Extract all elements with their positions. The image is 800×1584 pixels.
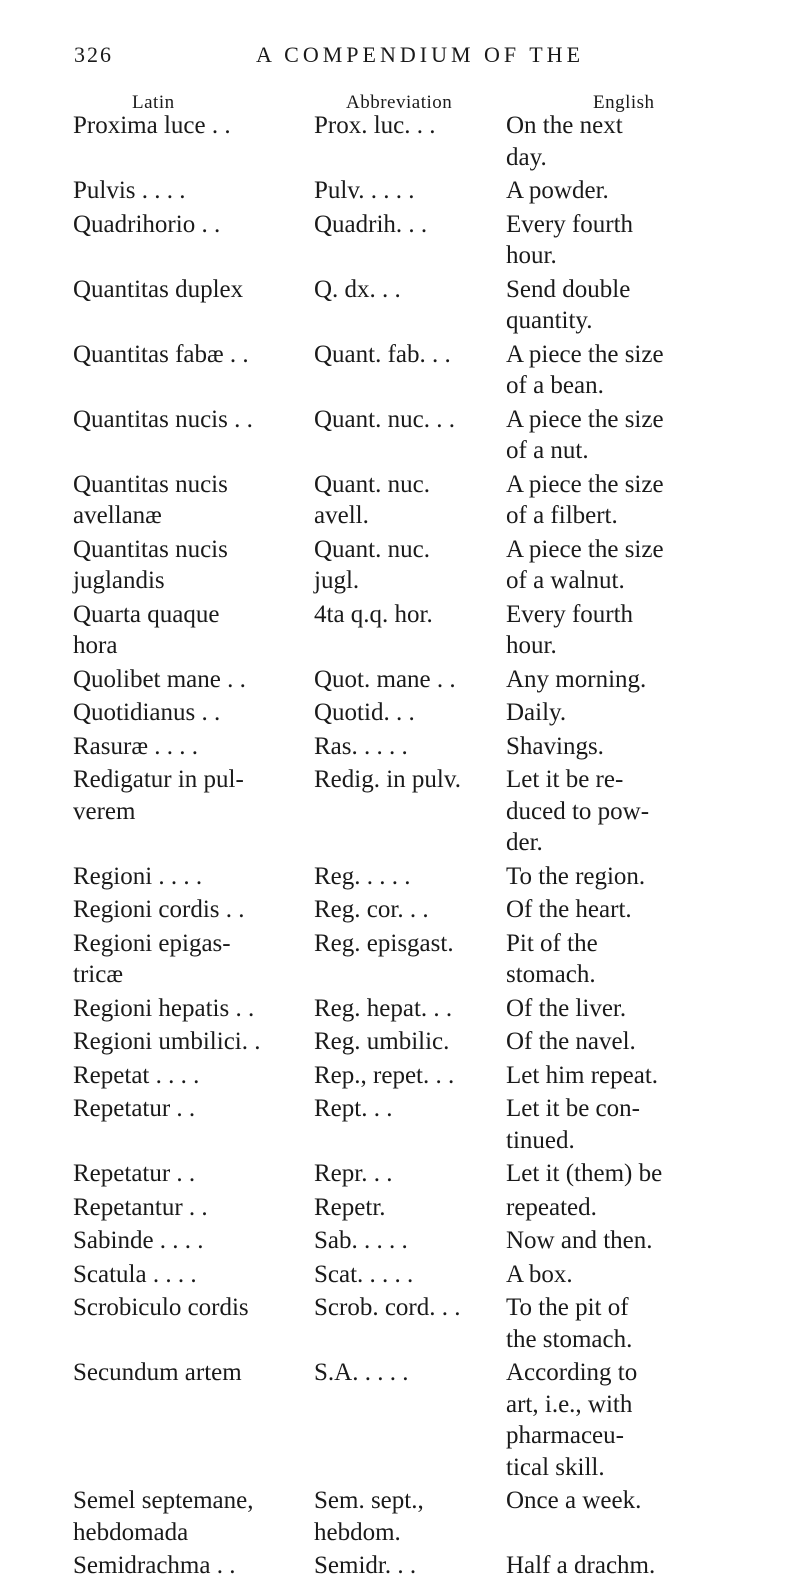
english-meaning: Let it (them) be xyxy=(506,1160,663,1187)
abbreviation: Quadrih. . . xyxy=(314,210,428,238)
abbreviation: Redig. in pulv. xyxy=(314,766,461,793)
table-row xyxy=(0,1026,800,1060)
abbreviation: 4ta q.q. hor. xyxy=(314,600,433,628)
table-row xyxy=(0,1292,800,1357)
latin-term: Proxima luce . . xyxy=(73,112,231,139)
table-row xyxy=(0,469,800,534)
abbreviation: Scat. . . . . xyxy=(314,1260,414,1288)
latin-term: Scrobiculo cordis xyxy=(73,1294,249,1321)
abbreviation: Reg. umbilic. xyxy=(314,1028,450,1055)
latin-term: Sabinde . . . . xyxy=(73,1227,204,1254)
abbreviation: Prox. luc. . . xyxy=(314,112,436,139)
abbreviation: Ras. . . . . xyxy=(314,732,408,760)
english-meaning: repeated. xyxy=(506,1193,597,1221)
table-row xyxy=(0,1225,800,1259)
abbreviation: Reg. episgast. xyxy=(314,929,454,957)
table-row xyxy=(0,1192,800,1226)
latin-term: Redigatur in pul- verem xyxy=(73,766,244,825)
abbreviation: Quotid. . . xyxy=(314,699,415,726)
abbreviation: Reg. cor. . . xyxy=(314,896,429,923)
english-meaning: Shavings. xyxy=(506,732,604,760)
english-meaning: Let him repeat. xyxy=(506,1061,659,1089)
english-meaning: Daily. xyxy=(506,699,567,726)
abbreviation: Quant. nuc. . . xyxy=(314,405,455,433)
latin-term: Regioni epigas- tricæ xyxy=(73,929,231,988)
english-meaning: Of the navel. xyxy=(506,1028,636,1055)
running-title: A COMPENDIUM OF THE xyxy=(256,42,585,67)
latin-term: Quantitas nucis . . xyxy=(73,405,253,433)
abbreviation: Sem. sept., hebdom. xyxy=(314,1487,424,1546)
english-meaning: Let it be re- duced to pow- der. xyxy=(506,766,650,856)
english-meaning: A piece the size of a filbert. xyxy=(506,470,664,529)
table-row xyxy=(0,274,800,339)
english-meaning: Half a drachm. xyxy=(506,1552,656,1579)
latin-term: Semidrachma . . xyxy=(73,1552,236,1579)
table-row xyxy=(0,1158,800,1192)
latin-term: Regioni hepatis . . xyxy=(73,994,255,1022)
latin-term: Quantitas duplex xyxy=(73,275,244,303)
latin-term: Semel septemane, hebdomada xyxy=(73,1487,254,1546)
abbreviation: Quant. fab. . . xyxy=(314,340,451,368)
abbreviation: Reg. hepat. . . xyxy=(314,994,453,1022)
abbreviation: Scrob. cord. . . xyxy=(314,1294,461,1321)
english-meaning: Every fourth hour. xyxy=(506,210,634,269)
column-header-abbreviation: Abbreviation xyxy=(346,92,453,113)
english-meaning: Pit of the stomach. xyxy=(506,929,598,988)
table-row xyxy=(0,209,800,274)
abbreviation: Sab. . . . . xyxy=(314,1227,408,1254)
english-meaning: A box. xyxy=(506,1260,573,1288)
table-row xyxy=(0,110,800,175)
latin-term: Quantitas fabæ . . xyxy=(73,340,249,368)
abbreviation-table xyxy=(0,110,800,1584)
english-meaning: Of the heart. xyxy=(506,896,632,923)
table-row xyxy=(0,664,800,698)
table-row xyxy=(0,339,800,404)
abbreviation: Q. dx. . . xyxy=(314,275,401,303)
table-row xyxy=(0,861,800,895)
latin-term: Rasuræ . . . . xyxy=(73,732,198,760)
latin-term: Repetat . . . . xyxy=(73,1061,200,1089)
latin-term: Quantitas nucis juglandis xyxy=(73,535,228,594)
table-row xyxy=(0,1093,800,1158)
latin-term: Quadrihorio . . xyxy=(73,210,221,238)
table-row xyxy=(0,697,800,731)
abbreviation: Rept. . . xyxy=(314,1095,393,1122)
latin-term: Secundum artem xyxy=(73,1359,242,1386)
table-row xyxy=(0,928,800,993)
english-meaning: Send double quantity. xyxy=(506,275,631,334)
table-row xyxy=(0,1357,800,1485)
english-meaning: Any morning. xyxy=(506,665,647,693)
abbreviation: Repetr. xyxy=(314,1193,386,1221)
table-row xyxy=(0,1485,800,1550)
english-meaning: A piece the size of a nut. xyxy=(506,405,664,464)
abbreviation: Quant. nuc. jugl. xyxy=(314,535,430,594)
english-meaning: According to art, i.e., with pharmaceu- tical skill. xyxy=(506,1359,638,1481)
page-number: 326 xyxy=(74,42,113,67)
english-meaning: A powder. xyxy=(506,177,609,204)
running-head xyxy=(74,42,780,78)
latin-term: Quarta quaque hora xyxy=(73,600,220,659)
latin-term: Repetatur . . xyxy=(73,1095,196,1122)
column-header-latin: Latin xyxy=(132,92,175,113)
abbreviation: Rep., repet. . . xyxy=(314,1061,455,1089)
table-row xyxy=(0,1060,800,1094)
table-row xyxy=(0,534,800,599)
latin-term: Scatula . . . . xyxy=(73,1260,197,1288)
english-meaning: A piece the size of a walnut. xyxy=(506,535,664,594)
table-row xyxy=(0,731,800,765)
english-meaning: Once a week. xyxy=(506,1487,642,1514)
table-row xyxy=(0,175,800,209)
latin-term: Repetatur . . xyxy=(73,1160,196,1187)
abbreviation: Pulv. . . . . xyxy=(314,177,415,204)
latin-term: Quantitas nucis avellanæ xyxy=(73,470,228,529)
english-meaning: A piece the size of a bean. xyxy=(506,340,664,399)
english-meaning: Now and then. xyxy=(506,1227,653,1254)
latin-term: Regioni cordis . . xyxy=(73,896,245,923)
table-row xyxy=(0,599,800,664)
abbreviation: Quant. nuc. avell. xyxy=(314,470,430,529)
abbreviation: Semidr. . . xyxy=(314,1552,417,1579)
latin-term: Quotidianus . . xyxy=(73,699,221,726)
column-header-english: English xyxy=(593,92,655,113)
table-row xyxy=(0,1259,800,1293)
latin-term: Pulvis . . . . xyxy=(73,177,186,204)
abbreviation: S.A. . . . . xyxy=(314,1359,409,1386)
english-meaning: To the pit of the stomach. xyxy=(506,1294,633,1353)
latin-term: Regioni umbilici. . xyxy=(73,1028,261,1055)
abbreviation: Repr. . . xyxy=(314,1160,393,1187)
english-meaning: Of the liver. xyxy=(506,994,627,1022)
table-row xyxy=(0,1550,800,1584)
table-row xyxy=(0,894,800,928)
table-row xyxy=(0,993,800,1027)
table-row xyxy=(0,764,800,861)
english-meaning: To the region. xyxy=(506,862,646,890)
latin-term: Quolibet mane . . xyxy=(73,665,246,693)
english-meaning: Every fourth hour. xyxy=(506,600,634,659)
english-meaning: Let it be con- tinued. xyxy=(506,1095,640,1154)
table-row xyxy=(0,404,800,469)
latin-term: Regioni . . . . xyxy=(73,862,203,890)
abbreviation: Reg. . . . . xyxy=(314,862,411,890)
english-meaning: On the next day. xyxy=(506,112,623,171)
abbreviation: Quot. mane . . xyxy=(314,665,456,693)
latin-term: Repetantur . . xyxy=(73,1193,208,1221)
